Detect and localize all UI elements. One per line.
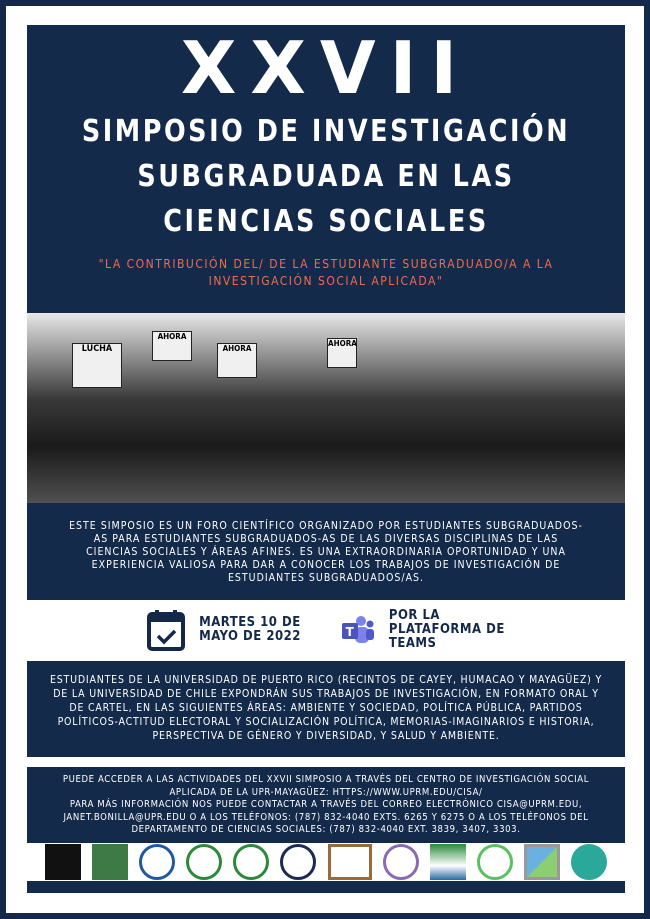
sign-ahora: AHORA [327, 338, 357, 368]
svg-text:T: T [345, 625, 355, 639]
title-line-3: CIENCIAS SOCIALES [163, 204, 489, 239]
hero-section [27, 25, 625, 313]
date-line-1: MARTES 10 DE [199, 615, 301, 630]
protest-photo [27, 313, 625, 503]
date-line-2: MAYO DE 2022 [199, 629, 301, 644]
calendar-check-icon [147, 609, 185, 651]
sign-lucha: LUCHA [72, 343, 122, 388]
contact-box [27, 767, 625, 893]
logo-coastal-center [430, 844, 466, 880]
title-line-1: SIMPOSIO DE INVESTIGACIÓN [81, 114, 571, 149]
platform-line-3: TEAMS [388, 636, 437, 651]
teams-icon [341, 615, 375, 645]
platform-line-2: PLATAFORMA DE [388, 622, 505, 637]
title-line-2: SUBGRADUADA EN LAS [137, 159, 515, 194]
theme-quote: "LA CONTRIBUCIÓN DEL/ DE LA ESTUDIANTE SUBGRADUADO/A A LA INVESTIGACIÓN SOCIAL APLICADA" [98, 257, 554, 288]
platform-line-1: POR LA [388, 608, 440, 623]
edition-numeral: XXVII [180, 26, 472, 110]
logo-active-minds [92, 844, 128, 880]
sign-ahora: AHORA [217, 343, 257, 378]
sign-ahora: AHORA [152, 331, 192, 361]
logo-house [328, 844, 372, 880]
contact-info: PARA MÁS INFORMACIÓN NOS PUEDE CONTACTAR A TRAVÉS DEL CORREO ELECTRÓNICO CISA@UPRM.EDU, JANET.BONILLA@UPR.EDU O A LOS TELÉFONOS: (787) 832-4040 EXTS. 6265 Y 6275 O A LOS TELÉFONOS DEL DEPARTAMENTO DE CIENCIAS SOCIALES: (787) 832-4040 EXT. 3839, 3407, 3303. [63, 799, 589, 835]
logo-paw-seal-1 [186, 844, 222, 880]
sponsor-logos [27, 843, 625, 881]
logo-cisa [524, 844, 560, 880]
areas-box: ESTUDIANTES DE LA UNIVERSIDAD DE PUERTO RICO (RECINTOS DE CAYEY, HUMACAO Y MAYAGÜEZ) Y DE LA UNIVERSIDAD DE CHILE EXPONDRÁN SUS TRABAJOS DE INVESTIGACIÓN, EN FORMATO ORAL Y DE CARTEL, EN LAS SIGUIENTES ÁREAS: AMBIENTE Y SOCIEDAD, POLÍTICA PÚBLICA, PARTIDOS POLÍTICOS-ACTITUD ELECTORAL Y SOCIALIZACIÓN POLÍTICA, MEMORIAS-IMAGINARIOS E HISTORIA, PERSPECTIVA DE GÉNERO Y DIVERSIDAD, Y SALUD Y AMBIENTE. [27, 661, 625, 757]
cisa-url[interactable]: HTTPS://WWW.UPRM.EDU/CISA/ [332, 786, 483, 798]
logo-psi-chi [139, 844, 175, 880]
logo-aie [45, 844, 81, 880]
access-text: PUEDE ACCEDER A LAS ACTIVIDADES DEL XXVII SIMPOSIO A TRAVÉS DEL CENTRO DE INVESTIGACIÓN SOCIAL APLICADA DE LA UPR-MAYAGÜEZ: [62, 774, 590, 798]
event-date [147, 609, 301, 651]
description-box: ESTE SIMPOSIO ES UN FORO CIENTÍFICO ORGANIZADO POR ESTUDIANTES SUBGRADUADOS-AS PARA ESTUDIANTES SUBGRADUADOS-AS DE LAS DIVERSAS DISCIPLINAS DE LAS CIENCIAS SOCIALES Y ÁREAS AFINES. ES UNA EXTRAORDINARIA OPORTUNIDAD Y UNA EXPERIENCIA VALIOSA PARA DAR A CONOCER LOS TRABAJOS DE INVESTIGACIÓN DE ESTUDIANTES SUBGRADUADOS/AS. [27, 503, 625, 600]
logo-aepsic-rum [571, 844, 607, 880]
logo-building-seal [477, 844, 513, 880]
logo-paw-seal-3 [280, 844, 316, 880]
event-info [27, 600, 625, 660]
logo-university-seal [383, 844, 419, 880]
logo-paw-seal-2 [233, 844, 269, 880]
event-platform [341, 609, 505, 651]
